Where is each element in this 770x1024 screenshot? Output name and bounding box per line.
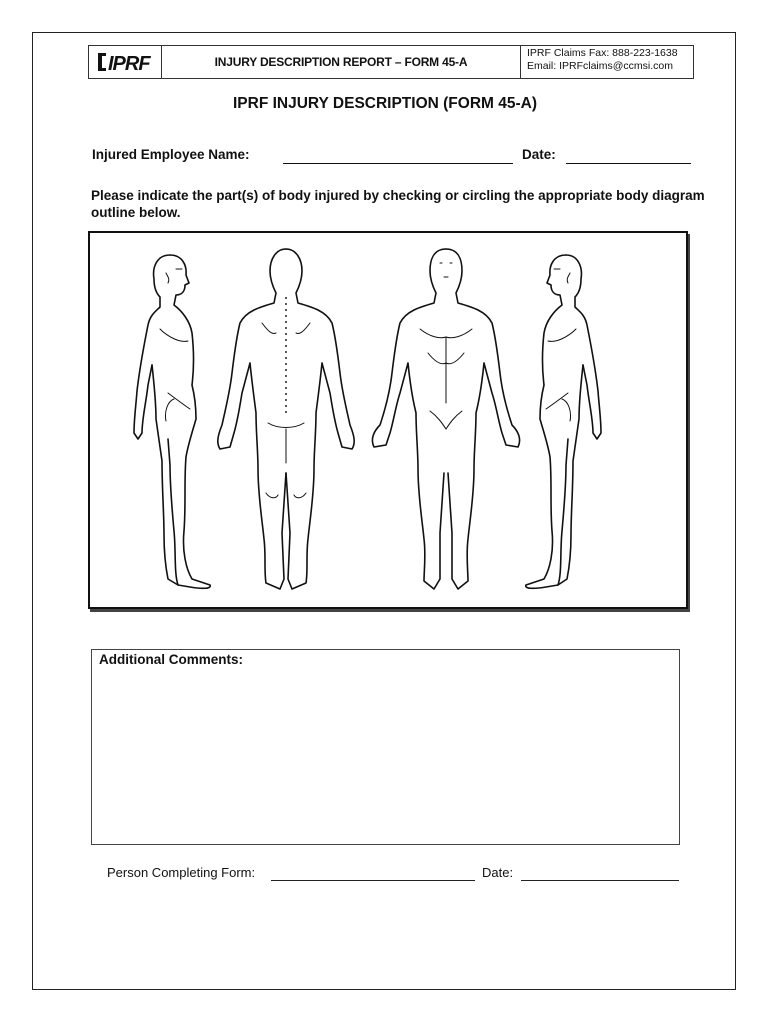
employee-name-label: Injured Employee Name:	[92, 147, 250, 162]
instructions-text: Please indicate the part(s) of body injured by checking or circling the appropriate body diagram outline below.	[91, 188, 705, 220]
body-diagram[interactable]	[88, 231, 688, 609]
svg-text:IPRF: IPRF	[108, 53, 150, 75]
iprf-logo	[89, 46, 162, 78]
iprf-logo-mark	[94, 49, 156, 75]
side-view-right-figure[interactable]	[526, 255, 601, 588]
form-header	[88, 45, 694, 79]
side-view-left-figure[interactable]	[134, 255, 210, 588]
document-title: IPRF INJURY DESCRIPTION (FORM 45-A)	[233, 95, 537, 112]
contact-info	[521, 46, 693, 78]
footer-date-field[interactable]	[521, 880, 679, 881]
form-title: INJURY DESCRIPTION REPORT – FORM 45-A	[162, 46, 521, 78]
footer-signature-row	[107, 865, 687, 885]
employee-name-row	[92, 147, 692, 169]
front-view-figure[interactable]	[372, 249, 519, 589]
employee-name-field[interactable]	[283, 163, 513, 164]
additional-comments-box[interactable]	[91, 649, 680, 845]
date-label: Date:	[522, 147, 556, 162]
footer-date-label: Date:	[482, 865, 514, 880]
back-view-figure[interactable]	[218, 249, 354, 589]
person-completing-label: Person Completing Form:	[107, 865, 256, 880]
additional-comments-label: Additional Comments:	[99, 652, 243, 667]
fax-number: IPRF Claims Fax: 888-223-1638	[527, 47, 678, 59]
email-address: Email: IPRFclaims@ccmsi.com	[527, 60, 674, 72]
person-completing-field[interactable]	[271, 880, 475, 881]
date-field[interactable]	[566, 163, 691, 164]
